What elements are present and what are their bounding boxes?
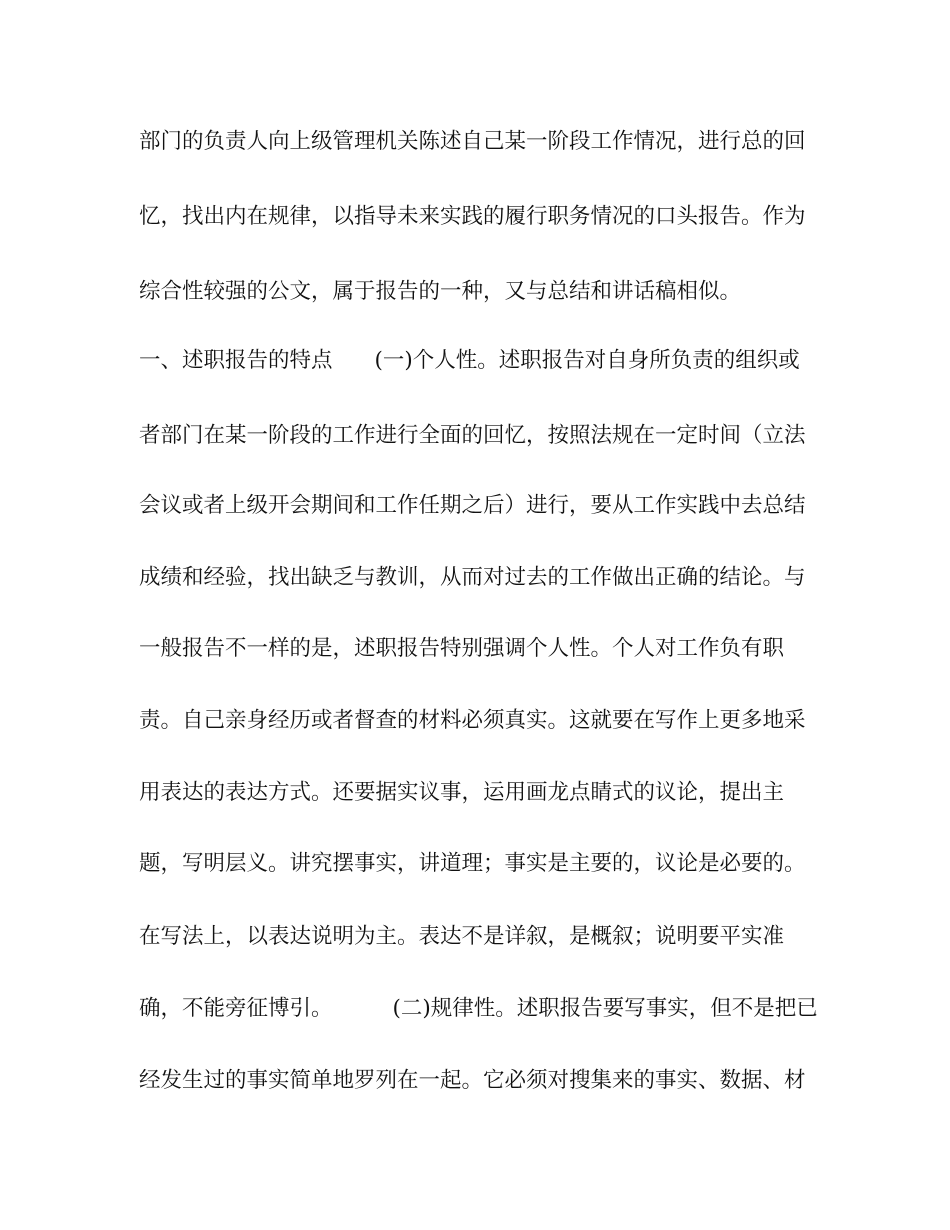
text-line-13 [139, 994, 819, 1024]
subsection-heading-2: (二)规律性。述职报告要写事实，但不是把已 [392, 996, 818, 1021]
text-line-2: 忆，找出内在规律，以指导未来实践的履行职务情况的口头报告。作为 [139, 204, 806, 229]
text-line-9: 责。自己亲身经历或者督查的材料必须真实。这就要在写作上更多地采 [139, 708, 806, 733]
text-line-11: 题，写明层义。讲究摆事实，讲道理；事实是主要的，议论是必要的。 [139, 851, 806, 876]
subsection-heading-1: (一)个人性。述职报告对自身所负责的组织或 [374, 348, 800, 373]
text-line-14: 经发生过的事实简单地罗列在一起。它必须对搜集来的事实、数据、材 [139, 1068, 806, 1093]
text-line-4 [139, 346, 819, 376]
section-heading: 一、述职报告的特点 [139, 348, 333, 373]
text-line-1: 部门的负责人向上级管理机关陈述自己某一阶段工作情况，进行总的回 [139, 129, 806, 154]
text-line-6: 会议或者上级开会期间和工作任期之后）进行，要从工作实践中去总结 [139, 493, 806, 518]
text-line-3: 综合性较强的公文，属于报告的一种，又与总结和讲话稿相似。 [139, 279, 742, 304]
text-line-12: 在写法上，以表达说明为主。表达不是详叙，是概叙；说明要平实准 [139, 924, 785, 949]
text-line-7: 成绩和经验，找出缺乏与教训，从而对过去的工作做出正确的结论。与 [139, 565, 806, 590]
text-line-5: 者部门在某一阶段的工作进行全面的回忆，按照法规在一定时间（立法 [139, 423, 806, 448]
text-line-10: 用表达的表达方式。还要据实议事，运用画龙点睛式的议论，提出主 [139, 780, 785, 805]
paragraph-end: 确，不能旁征博引。 [139, 996, 333, 1021]
text-line-8: 一般报告不一样的是，述职报告特别强调个人性。个人对工作负有职 [139, 636, 785, 661]
